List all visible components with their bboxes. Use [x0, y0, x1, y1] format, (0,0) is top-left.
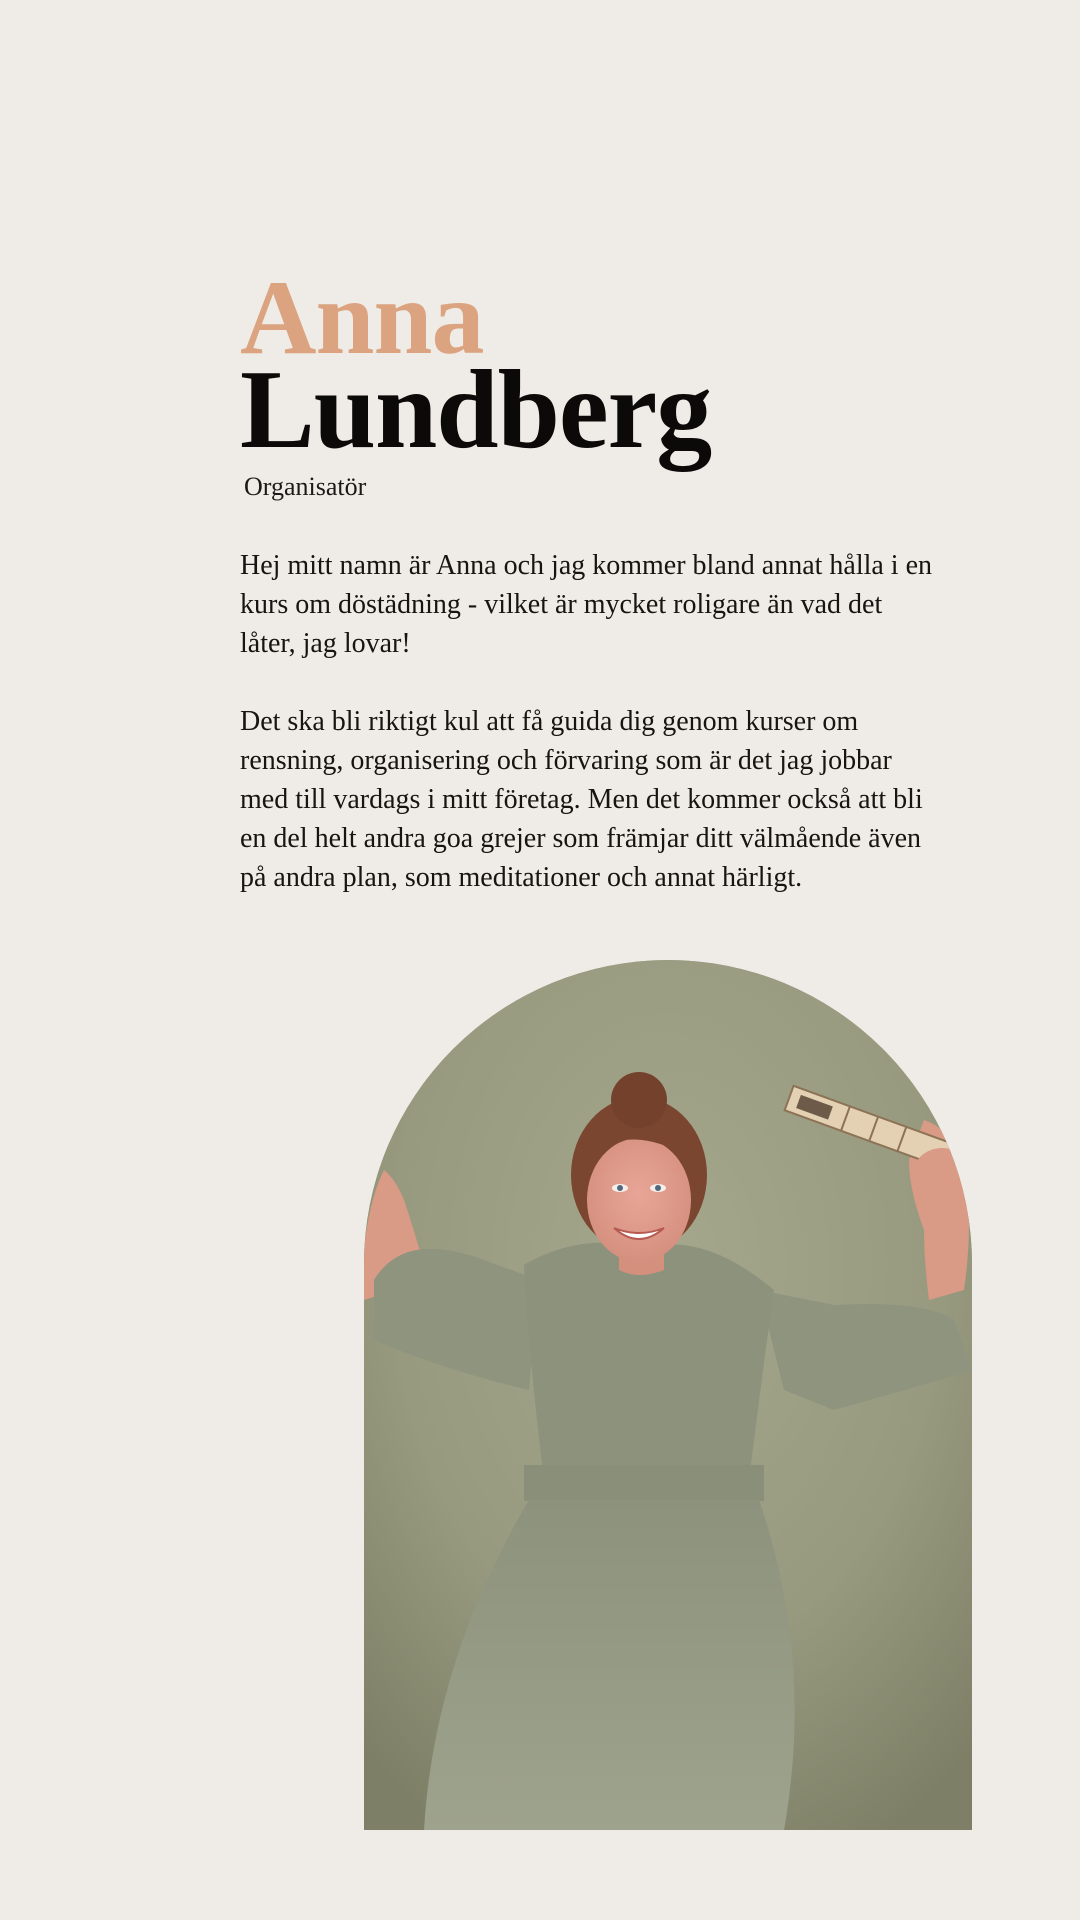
right-hand: [914, 1148, 970, 1196]
profile-section: [240, 259, 940, 936]
hair-bun: [611, 1072, 667, 1128]
portrait-photo: [364, 960, 972, 1830]
dress-bodice: [524, 1243, 774, 1481]
face: [587, 1138, 691, 1262]
bio-paragraph-1: Hej mitt namn är Anna och jag kommer bland annat hålla i en kurs om döstädning - vilket är mycket roligare än vad det låter, jag lovar!: [240, 550, 933, 659]
role-label: Organisatör: [244, 472, 367, 501]
bio-paragraph-2: Det ska bli riktigt kul att få guida dig genom kurser om rensning, organisering och förvaring som är det jag jobbar med till vardags i mitt företag. Men det kommer också att bli en del helt andra goa grejer som främjar ditt välmående även på andra plan, som meditationer och annat härligt.: [240, 706, 923, 893]
last-name: Lundberg: [240, 348, 712, 472]
bio: [240, 546, 940, 897]
first-name: Anna: [240, 259, 484, 376]
dress-waistband: [524, 1465, 764, 1501]
person-portrait-icon: [364, 960, 972, 1830]
